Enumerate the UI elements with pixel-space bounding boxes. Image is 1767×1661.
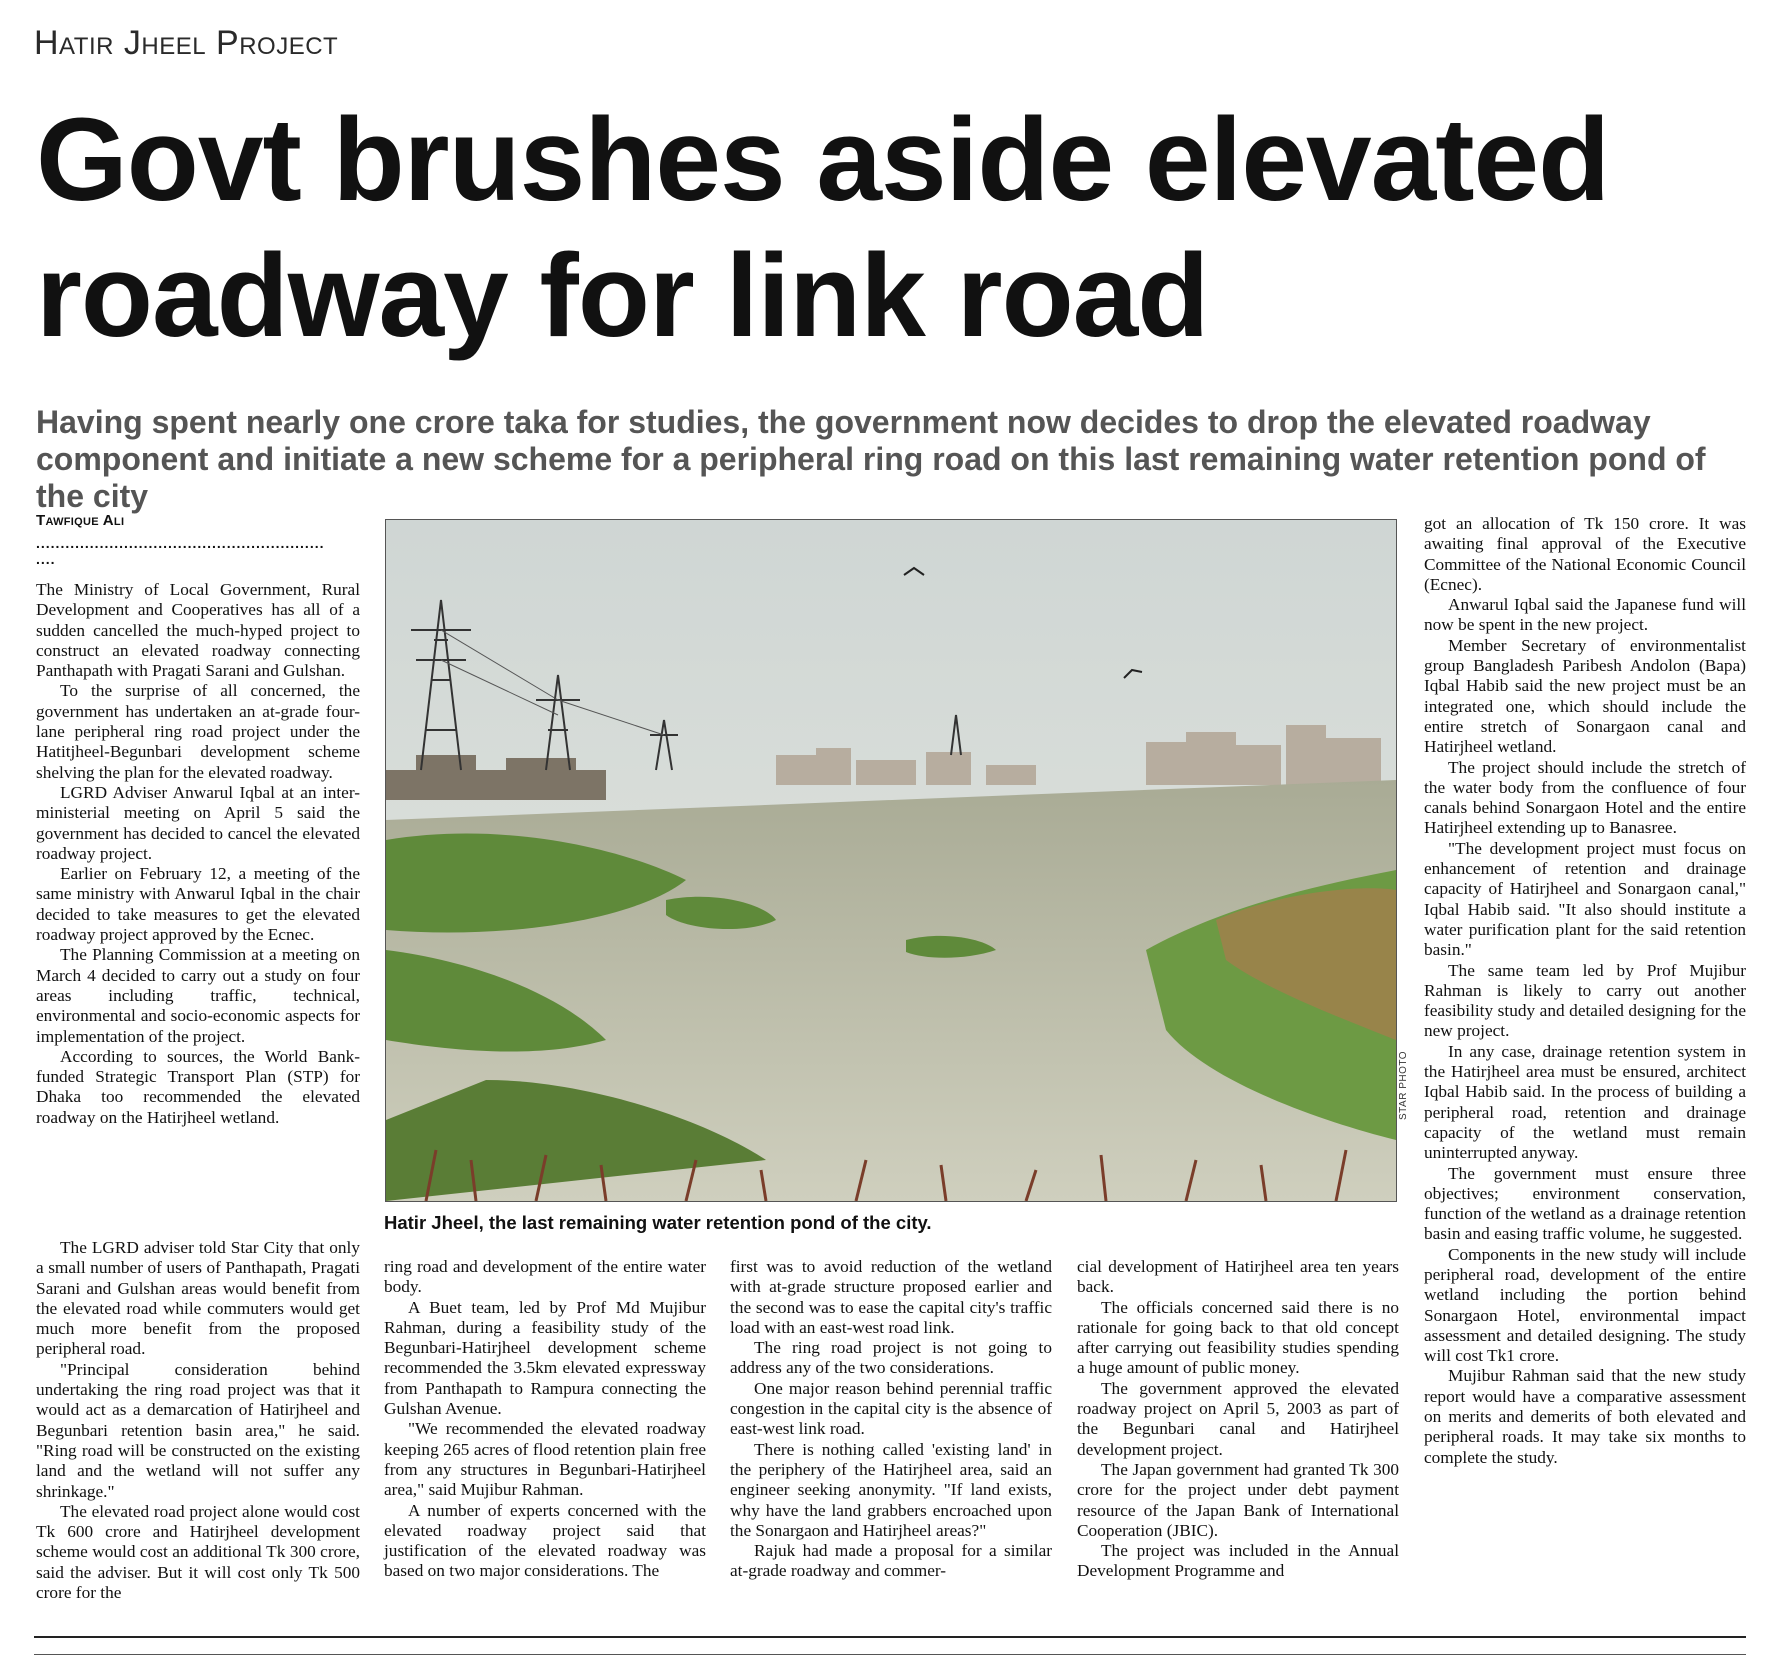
byline-author: Tawfique Ali <box>36 512 125 529</box>
paragraph: Mujibur Rahman said that the new study report would have a comparative assessment on merits and demerits of both elevated and peripheral roads. It may take six months to complete the study. <box>1424 1366 1746 1467</box>
paragraph: To the surprise of all concerned, the government has undertaken an at-grade four-lane peripheral ring road project under the Hatitjheel-Begunbari development scheme shelving the plan for the elevated roadway. <box>36 681 360 782</box>
article-column-5 <box>1424 514 1746 1468</box>
paragraph: The elevated road project alone would cost Tk 600 crore and Hatirjheel development scheme would cost an additional Tk 300 crore, said the adviser. But it will cost only Tk 500 crore for the <box>36 1501 360 1603</box>
article-column-4 <box>1077 1257 1399 1582</box>
paragraph: The LGRD adviser told Star City that only a small number of users of Panthapath, Pragati Sarani and Gulshan areas would benefit from the elevated road while commuters would get much more benefit from the proposed peripheral road. <box>36 1238 360 1359</box>
paragraph: The project should include the stretch of the water body from the confluence of four canals behind Sonargaon Hotel and the entire Hatirjheel extending up to Banasree. <box>1424 757 1746 838</box>
section-kicker: Hatir Jheel Project <box>34 24 339 62</box>
paragraph: Anwarul Iqbal said the Japanese fund will now be spent in the new project. <box>1424 595 1746 635</box>
paragraph: "We recommended the elevated roadway keeping 265 acres of flood retention plain free from any structures in Begunbari-Hatirjheel area," said Mujibur Rahman. <box>384 1419 706 1500</box>
photo-caption: Hatir Jheel, the last remaining water retention pond of the city. <box>384 1212 932 1233</box>
paragraph: There is nothing called 'existing land' in the periphery of the Hatirjheel area, said an engineer seeking anonymity. "If land exists, why have the land grabbers encroached upon the Sonargaon and Hatirjheel areas?" <box>730 1439 1052 1540</box>
paragraph: "Principal consideration behind undertaking the ring road project was that it would act as a demarcation of Hatirjheel and Begunbari retention basin area," he said. "Ring road will be constructed on the existing land and the wetland will not suffer any shrinkage." <box>36 1359 360 1501</box>
bottom-rule-thin <box>34 1654 1746 1655</box>
photo-credit: STAR PHOTO <box>1398 1050 1409 1120</box>
paragraph: "The development project must focus on enhancement of retention and drainage capacity of Hatirjheel and Sonargaon canal," Iqbal Habib said. "It also should institute a water purification plant for the said retention basin." <box>1424 838 1746 960</box>
byline-dots-end: .... <box>36 551 56 567</box>
wetland-photo-illustration <box>386 520 1396 1201</box>
paragraph: ring road and development of the entire water body. <box>384 1257 706 1297</box>
paragraph: The officials concerned said there is no rationale for going back to that old concept after carrying out feasibility studies spending a huge amount of public money. <box>1077 1297 1399 1378</box>
paragraph: The project was included in the Annual Development Programme and <box>1077 1541 1399 1581</box>
paragraph: cial development of Hatirjheel area ten years back. <box>1077 1257 1399 1297</box>
article-column-1-bottom <box>36 1238 360 1603</box>
paragraph: Rajuk had made a proposal for a similar at-grade roadway and commer- <box>730 1541 1052 1581</box>
paragraph: Earlier on February 12, a meeting of the same ministry with Anwarul Iqbal in the chair decided to take measures to get the elevated roadway project approved by the Ecnec. <box>36 864 360 945</box>
bottom-rule <box>34 1636 1746 1638</box>
paragraph: One major reason behind perennial traffic congestion in the capital city is the absence of east-west link road. <box>730 1378 1052 1439</box>
article-column-2 <box>384 1257 706 1582</box>
paragraph: The Planning Commission at a meeting on March 4 decided to carry out a study on four areas including traffic, technical, environmental and socio-economic aspects for implementation of the project. <box>36 945 360 1046</box>
paragraph: The government approved the elevated roadway project on April 5, 2003 as part of the Begunbari canal and Hatirjheel development project. <box>1077 1378 1399 1459</box>
deck-subheadline: Having spent nearly one crore taka for studies, the government now decides to drop the elevated roadway component and initiate a new scheme for a peripheral ring road on this last remaining water retention pond of the city <box>36 404 1706 514</box>
paragraph: LGRD Adviser Anwarul Iqbal at an inter-ministerial meeting on April 5 said the government has decided to cancel the elevated roadway project. <box>36 782 360 863</box>
byline <box>36 512 325 567</box>
paragraph: The ring road project is not going to address any of the two considerations. <box>730 1338 1052 1378</box>
paragraph: The same team led by Prof Mujibur Rahman is likely to carry out another feasibility study and detailed designing for the new project. <box>1424 960 1746 1041</box>
paragraph: A number of experts concerned with the elevated roadway project said that justification of the elevated roadway was based on two major considerations. The <box>384 1500 706 1581</box>
news-photo <box>385 519 1397 1202</box>
paragraph: Member Secretary of environmentalist group Bangladesh Paribesh Andolon (Bapa) Iqbal Habib said the new project must be an integrated one, which should include the entire stretch of Sonargaon canal and Hatirjheel wetland. <box>1424 635 1746 757</box>
paragraph: A Buet team, led by Prof Md Mujibur Rahman, during a feasibility study of the Begunbari-Hatirjheel development scheme recommended the 3.5km elevated expressway from Panthapath to Rampura connecting the Gulshan Avenue. <box>384 1297 706 1419</box>
paragraph: first was to avoid reduction of the wetland with at-grade structure proposed earlier and the second was to ease the capital city's traffic load with an east-west road link. <box>730 1257 1052 1337</box>
paragraph: The Japan government had granted Tk 300 crore for the project under debt payment resource of the Japan Bank of International Cooperation (JBIC). <box>1077 1459 1399 1540</box>
article-column-1-top <box>36 580 360 1128</box>
paragraph: According to sources, the World Bank-funded Strategic Transport Plan (STP) for Dhaka too recommended the elevated roadway on the Hatirjheel wetland. <box>36 1046 360 1127</box>
paragraph: The Ministry of Local Government, Rural Development and Cooperatives has all of a sudden cancelled the much-hyped project to construct an elevated roadway connecting Panthapath with Pragati Sarani and Gulshan. <box>36 580 360 681</box>
headline: Govt brushes aside elevated roadway for link road <box>36 94 1610 362</box>
byline-dots: ........................................................... <box>36 535 325 551</box>
paragraph: Components in the new study will include peripheral road, development of the entire wetland including the portion behind Sonargaon Hotel, environmental impact assessment and detailed designing. The study will cost Tk1 crore. <box>1424 1244 1746 1366</box>
paragraph: The government must ensure three objectives; environment conservation, function of the wetland as a drainage retention basin and easing traffic volume, he suggested. <box>1424 1163 1746 1244</box>
article-column-3 <box>730 1257 1052 1582</box>
paragraph: In any case, drainage retention system in the Hatirjheel area must be ensured, architect Iqbal Habib said. In the process of building a peripheral road, retention and drainage capacity of the wetland must remain uninterrupted anyway. <box>1424 1041 1746 1163</box>
paragraph: got an allocation of Tk 150 crore. It was awaiting final approval of the Executive Committee of the National Economic Council (Ecnec). <box>1424 514 1746 594</box>
